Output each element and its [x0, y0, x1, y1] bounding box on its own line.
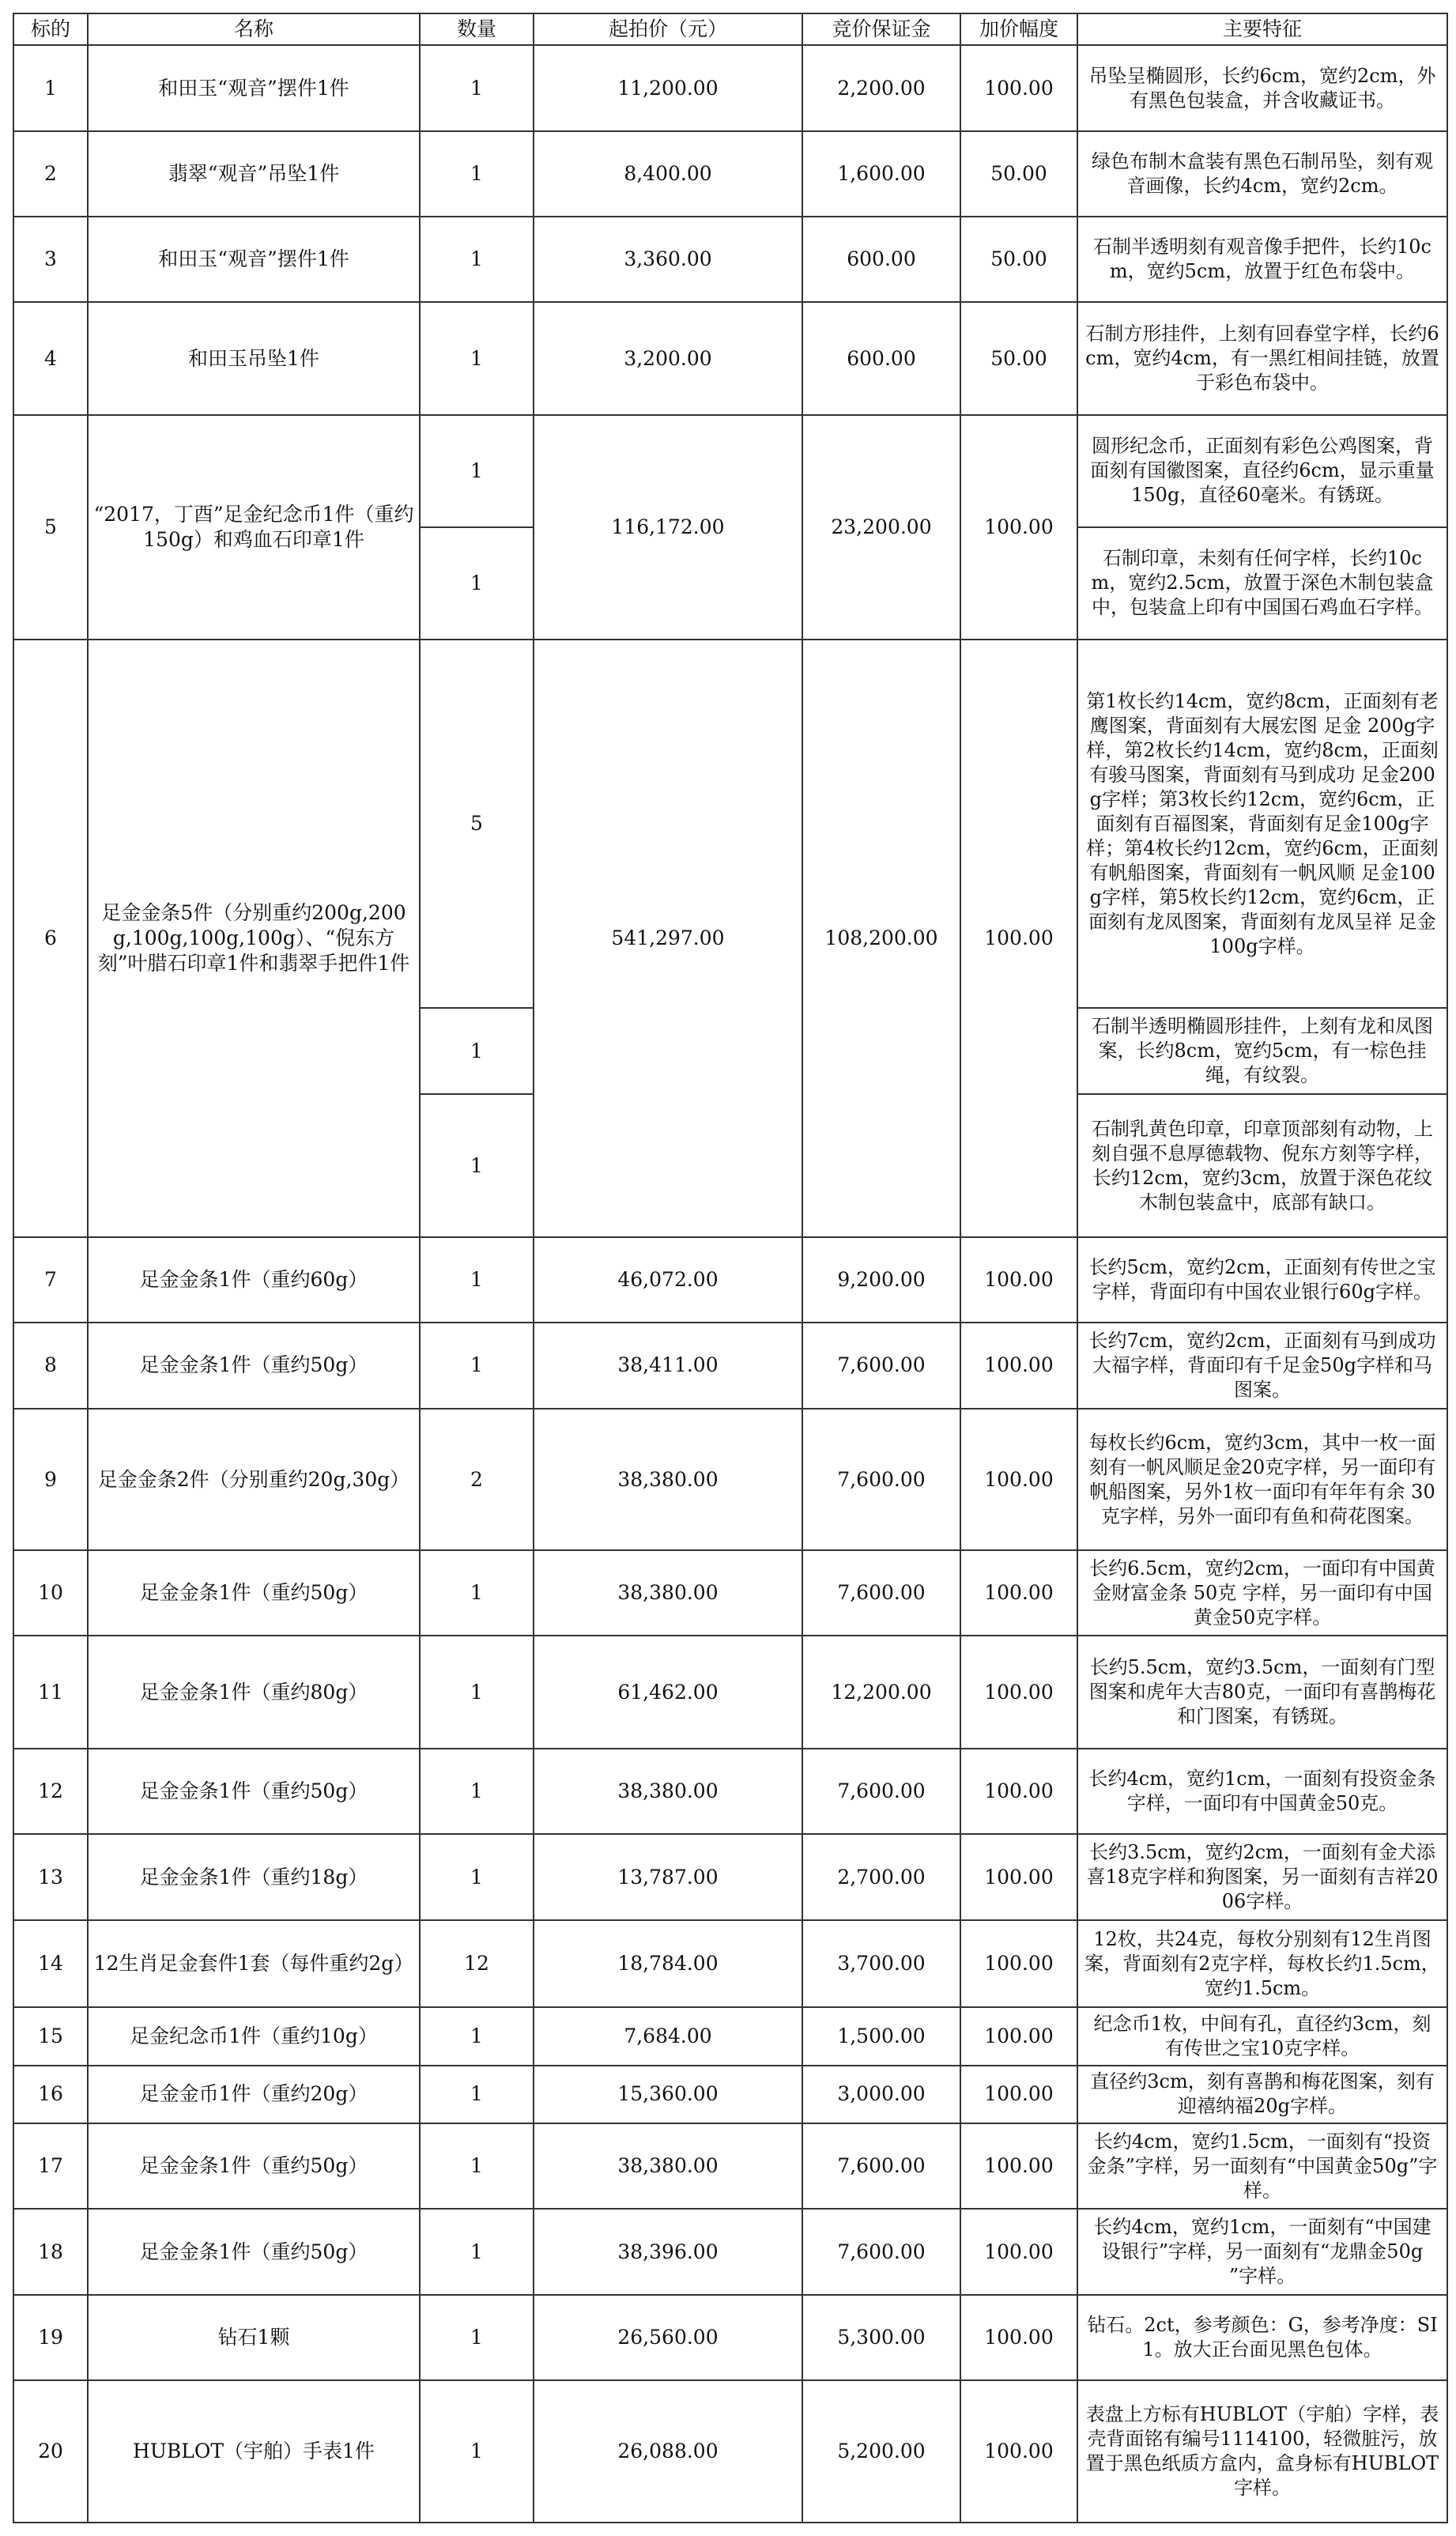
header-quantity: 数量 [420, 13, 534, 45]
start-price: 541,297.00 [534, 640, 802, 1236]
item-name: 足金金条2件（分别重约20g,30g） [88, 1409, 420, 1550]
item-feature: 长约6.5cm，宽约2cm，一面印有中国黄金财富金条 50克 字样，另一面印有中国黄金50克字样。 [1077, 1550, 1447, 1636]
lot-id: 5 [13, 415, 88, 640]
lot-id: 13 [13, 1834, 88, 1920]
deposit: 5,300.00 [802, 2295, 960, 2380]
item-feature: 长约5cm，宽约2cm，正面刻有传世之宝字样，背面印有中国农业银行60g字样。 [1077, 1237, 1447, 1323]
item-feature: 石制方形挂件，上刻有回春堂字样，长约6cm，宽约4cm，有一黑红相间挂链，放置于彩色布袋中。 [1077, 302, 1447, 415]
start-price: 61,462.00 [534, 1636, 802, 1749]
item-quantity: 1 [420, 1834, 534, 1920]
item-feature: 纪念币1枚，中间有孔，直径约3cm，刻有传世之宝10克字样。 [1077, 2007, 1447, 2065]
item-quantity: 1 [420, 1323, 534, 1409]
deposit: 600.00 [802, 302, 960, 415]
item-name: 足金金条1件（重约50g） [88, 2123, 420, 2209]
deposit: 7,600.00 [802, 1323, 960, 1409]
item-feature: 石制乳黄色印章，印章顶部刻有动物，上刻自强不息厚德载物、倪东方刻等字样，长约12cm，宽约3cm，放置于深色花纹木制包装盒中，底部有缺口。 [1077, 1094, 1447, 1236]
lot-id: 7 [13, 1237, 88, 1323]
start-price: 26,560.00 [534, 2295, 802, 2380]
lot-id: 14 [13, 1920, 88, 2007]
header-increment: 加价幅度 [960, 13, 1077, 45]
lot-id: 18 [13, 2209, 88, 2295]
item-quantity: 1 [420, 1237, 534, 1323]
table-row [13, 2066, 1447, 2123]
lot-id: 9 [13, 1409, 88, 1550]
deposit: 1,600.00 [802, 131, 960, 217]
deposit: 9,200.00 [802, 1237, 960, 1323]
deposit: 7,600.00 [802, 1409, 960, 1550]
item-quantity: 1 [420, 1094, 534, 1236]
deposit: 2,200.00 [802, 45, 960, 131]
item-feature: 长约4cm，宽约1.5cm，一面刻有“投资金条”字样，另一面刻有“中国黄金50g”字样。 [1077, 2123, 1447, 2209]
lot-id: 11 [13, 1636, 88, 1749]
start-price: 8,400.00 [534, 131, 802, 217]
item-quantity: 1 [420, 131, 534, 217]
item-name: “2017，丁酉”足金纪念币1件（重约150g）和鸡血石印章1件 [88, 415, 420, 640]
item-quantity: 1 [420, 217, 534, 302]
deposit: 7,600.00 [802, 1749, 960, 1834]
table-row [13, 1237, 1447, 1323]
table-row [13, 302, 1447, 415]
item-quantity: 2 [420, 1409, 534, 1550]
deposit: 3,700.00 [802, 1920, 960, 2007]
bid-increment: 100.00 [960, 45, 1077, 131]
item-quantity: 1 [420, 2295, 534, 2380]
item-name: 和田玉“观音”摆件1件 [88, 217, 420, 302]
header-features: 主要特征 [1077, 13, 1447, 45]
item-quantity: 1 [420, 1008, 534, 1094]
auction-items-table [13, 13, 1448, 2523]
table-row [13, 640, 1447, 1008]
table-row [13, 1409, 1447, 1550]
header-deposit: 竞价保证金 [802, 13, 960, 45]
item-feature: 长约4cm，宽约1cm，一面刻有投资金条字样，一面印有中国黄金50克。 [1077, 1749, 1447, 1834]
table-row [13, 1749, 1447, 1834]
item-name: 足金金条1件（重约50g） [88, 2209, 420, 2295]
item-feature: 直径约3cm，刻有喜鹊和梅花图案，刻有迎禧纳福20g字样。 [1077, 2066, 1447, 2123]
item-feature: 吊坠呈椭圆形，长约6cm，宽约2cm，外有黑色包装盒，并含收藏证书。 [1077, 45, 1447, 131]
start-price: 38,411.00 [534, 1323, 802, 1409]
bid-increment: 100.00 [960, 2380, 1077, 2523]
bid-increment: 100.00 [960, 2295, 1077, 2380]
item-name: 足金金条1件（重约50g） [88, 1550, 420, 1636]
deposit: 3,000.00 [802, 2066, 960, 2123]
start-price: 7,684.00 [534, 2007, 802, 2065]
lot-id: 15 [13, 2007, 88, 2065]
item-quantity: 5 [420, 640, 534, 1008]
lot-id: 1 [13, 45, 88, 131]
bid-increment: 50.00 [960, 217, 1077, 302]
start-price: 18,784.00 [534, 1920, 802, 2007]
lot-id: 19 [13, 2295, 88, 2380]
item-feature: 长约4cm，宽约1cm，一面刻有“中国建设银行”字样，另一面刻有“龙鼎金50g ”字样。 [1077, 2209, 1447, 2295]
item-feature: 长约3.5cm，宽约2cm，一面刻有金犬添喜18克字样和狗图案，另一面刻有吉祥2006字样。 [1077, 1834, 1447, 1920]
lot-id: 3 [13, 217, 88, 302]
item-quantity: 1 [420, 2380, 534, 2523]
table-row [13, 1920, 1447, 2007]
table-row [13, 45, 1447, 131]
bid-increment: 100.00 [960, 2209, 1077, 2295]
item-name: 足金金条5件（分别重约200g,200g,100g,100g,100g）、“倪东方刻”叶腊石印章1件和翡翠手把件1件 [88, 640, 420, 1236]
lot-id: 16 [13, 2066, 88, 2123]
bid-increment: 50.00 [960, 131, 1077, 217]
lot-id: 17 [13, 2123, 88, 2209]
item-name: 足金金币1件（重约20g） [88, 2066, 420, 2123]
deposit: 600.00 [802, 217, 960, 302]
item-quantity: 1 [420, 45, 534, 131]
item-feature: 长约5.5cm，宽约3.5cm，一面刻有门型图案和虎年大吉80克，一面印有喜鹊梅花和门图案，有锈斑。 [1077, 1636, 1447, 1749]
item-name: HUBLOT（宇舶）手表1件 [88, 2380, 420, 2523]
item-name: 足金金条1件（重约60g） [88, 1237, 420, 1323]
lot-id: 6 [13, 640, 88, 1236]
item-feature: 12枚，共24克，每枚分别刻有12生肖图案，背面刻有2克字样，每枚长约1.5cm，宽约1.5cm。 [1077, 1920, 1447, 2007]
bid-increment: 100.00 [960, 1550, 1077, 1636]
item-feature: 石制半透明椭圆形挂件，上刻有龙和凤图案，长约8cm，宽约5cm，有一棕色挂绳，有纹裂。 [1077, 1008, 1447, 1094]
item-quantity: 1 [420, 2123, 534, 2209]
item-name: 和田玉“观音”摆件1件 [88, 45, 420, 131]
bid-increment: 50.00 [960, 302, 1077, 415]
start-price: 15,360.00 [534, 2066, 802, 2123]
deposit: 108,200.00 [802, 640, 960, 1236]
lot-id: 12 [13, 1749, 88, 1834]
table-row [13, 415, 1447, 527]
item-quantity: 1 [420, 415, 534, 527]
bid-increment: 100.00 [960, 1834, 1077, 1920]
item-feature: 每枚长约6cm，宽约3cm，其中一枚一面刻有一帆风顺足金20克字样，另一面印有帆船图案，另外1枚一面印有年年有余 30克字样，另外一面印有鱼和荷花图案。 [1077, 1409, 1447, 1550]
start-price: 38,380.00 [534, 1749, 802, 1834]
item-quantity: 1 [420, 302, 534, 415]
bid-increment: 100.00 [960, 2066, 1077, 2123]
item-quantity: 12 [420, 1920, 534, 2007]
item-feature: 第1枚长约14cm，宽约8cm，正面刻有老鹰图案，背面刻有大展宏图 足金 200g字样，第2枚长约14cm，宽约8cm，正面刻有骏马图案，背面刻有马到成功 足金200g字样；第3枚长约12cm，宽约6cm，正面刻有百福图案，背面刻有足金100g字样；第4枚长约12cm，宽约6cm，正面刻有帆船图案，背面刻有一帆风顺 足金100g字样，第5枚长约12cm，宽约6cm，正面刻有龙凤图案，背面刻有龙凤呈祥 足金 100g字样。 [1077, 640, 1447, 1008]
start-price: 26,088.00 [534, 2380, 802, 2523]
header-name: 名称 [88, 13, 420, 45]
table-row [13, 2007, 1447, 2065]
lot-id: 10 [13, 1550, 88, 1636]
deposit: 7,600.00 [802, 1550, 960, 1636]
deposit: 5,200.00 [802, 2380, 960, 2523]
deposit: 2,700.00 [802, 1834, 960, 1920]
item-quantity: 1 [420, 2007, 534, 2065]
deposit: 7,600.00 [802, 2123, 960, 2209]
table-row [13, 1550, 1447, 1636]
header-lot: 标的 [13, 13, 88, 45]
bid-increment: 100.00 [960, 1749, 1077, 1834]
start-price: 116,172.00 [534, 415, 802, 640]
bid-increment: 100.00 [960, 1237, 1077, 1323]
bid-increment: 100.00 [960, 1636, 1077, 1749]
table-row [13, 2209, 1447, 2295]
item-name: 足金金条1件（重约50g） [88, 1749, 420, 1834]
start-price: 11,200.00 [534, 45, 802, 131]
item-feature: 圆形纪念币，正面刻有彩色公鸡图案，背面刻有国徽图案，直径约6cm，显示重量150g，直径60毫米。有锈斑。 [1077, 415, 1447, 527]
item-name: 钻石1颗 [88, 2295, 420, 2380]
deposit: 12,200.00 [802, 1636, 960, 1749]
table-row [13, 2295, 1447, 2380]
table-row [13, 2380, 1447, 2523]
item-quantity: 1 [420, 2066, 534, 2123]
item-name: 12生肖足金套件1套（每件重约2g） [88, 1920, 420, 2007]
table-row [13, 131, 1447, 217]
bid-increment: 100.00 [960, 415, 1077, 640]
table-row [13, 217, 1447, 302]
deposit: 1,500.00 [802, 2007, 960, 2065]
header-start-price: 起拍价（元） [534, 13, 802, 45]
item-feature: 石制印章，未刻有任何字样，长约10cm，宽约2.5cm，放置于深色木制包装盒中，包装盒上印有中国国石鸡血石字样。 [1077, 527, 1447, 640]
table-row [13, 1323, 1447, 1409]
bid-increment: 100.00 [960, 640, 1077, 1236]
lot-id: 20 [13, 2380, 88, 2523]
table-body [13, 45, 1447, 2523]
item-feature: 表盘上方标有HUBLOT（宇舶）字样，表壳背面铭有编号1114100，轻微脏污，放置于黑色纸质方盒内，盒身标有HUBLOT字样。 [1077, 2380, 1447, 2523]
start-price: 13,787.00 [534, 1834, 802, 1920]
start-price: 38,396.00 [534, 2209, 802, 2295]
item-quantity: 1 [420, 527, 534, 640]
item-quantity: 1 [420, 2209, 534, 2295]
table-row [13, 1834, 1447, 1920]
item-name: 足金纪念币1件（重约10g） [88, 2007, 420, 2065]
table-row [13, 2123, 1447, 2209]
item-quantity: 1 [420, 1749, 534, 1834]
table-row [13, 1636, 1447, 1749]
item-quantity: 1 [420, 1550, 534, 1636]
bid-increment: 100.00 [960, 1323, 1077, 1409]
deposit: 23,200.00 [802, 415, 960, 640]
bid-increment: 100.00 [960, 1920, 1077, 2007]
lot-id: 2 [13, 131, 88, 217]
start-price: 38,380.00 [534, 2123, 802, 2209]
item-name: 和田玉吊坠1件 [88, 302, 420, 415]
item-feature: 绿色布制木盒装有黑色石制吊坠，刻有观音画像，长约4cm，宽约2cm。 [1077, 131, 1447, 217]
header-row [13, 13, 1447, 45]
item-feature: 长约7cm，宽约2cm，正面刻有马到成功大福字样，背面印有千足金50g字样和马图案。 [1077, 1323, 1447, 1409]
item-quantity: 1 [420, 1636, 534, 1749]
item-feature: 钻石。2ct，参考颜色：G，参考净度：SI1。放大正台面见黑色包体。 [1077, 2295, 1447, 2380]
lot-id: 4 [13, 302, 88, 415]
start-price: 46,072.00 [534, 1237, 802, 1323]
start-price: 38,380.00 [534, 1550, 802, 1636]
deposit: 7,600.00 [802, 2209, 960, 2295]
bid-increment: 100.00 [960, 2007, 1077, 2065]
item-name: 足金金条1件（重约18g） [88, 1834, 420, 1920]
start-price: 38,380.00 [534, 1409, 802, 1550]
item-name: 足金金条1件（重约50g） [88, 1323, 420, 1409]
start-price: 3,360.00 [534, 217, 802, 302]
bid-increment: 100.00 [960, 2123, 1077, 2209]
item-feature: 石制半透明刻有观音像手把件，长约10cm，宽约5cm，放置于红色布袋中。 [1077, 217, 1447, 302]
lot-id: 8 [13, 1323, 88, 1409]
item-name: 翡翠“观音”吊坠1件 [88, 131, 420, 217]
item-name: 足金金条1件（重约80g） [88, 1636, 420, 1749]
start-price: 3,200.00 [534, 302, 802, 415]
bid-increment: 100.00 [960, 1409, 1077, 1550]
